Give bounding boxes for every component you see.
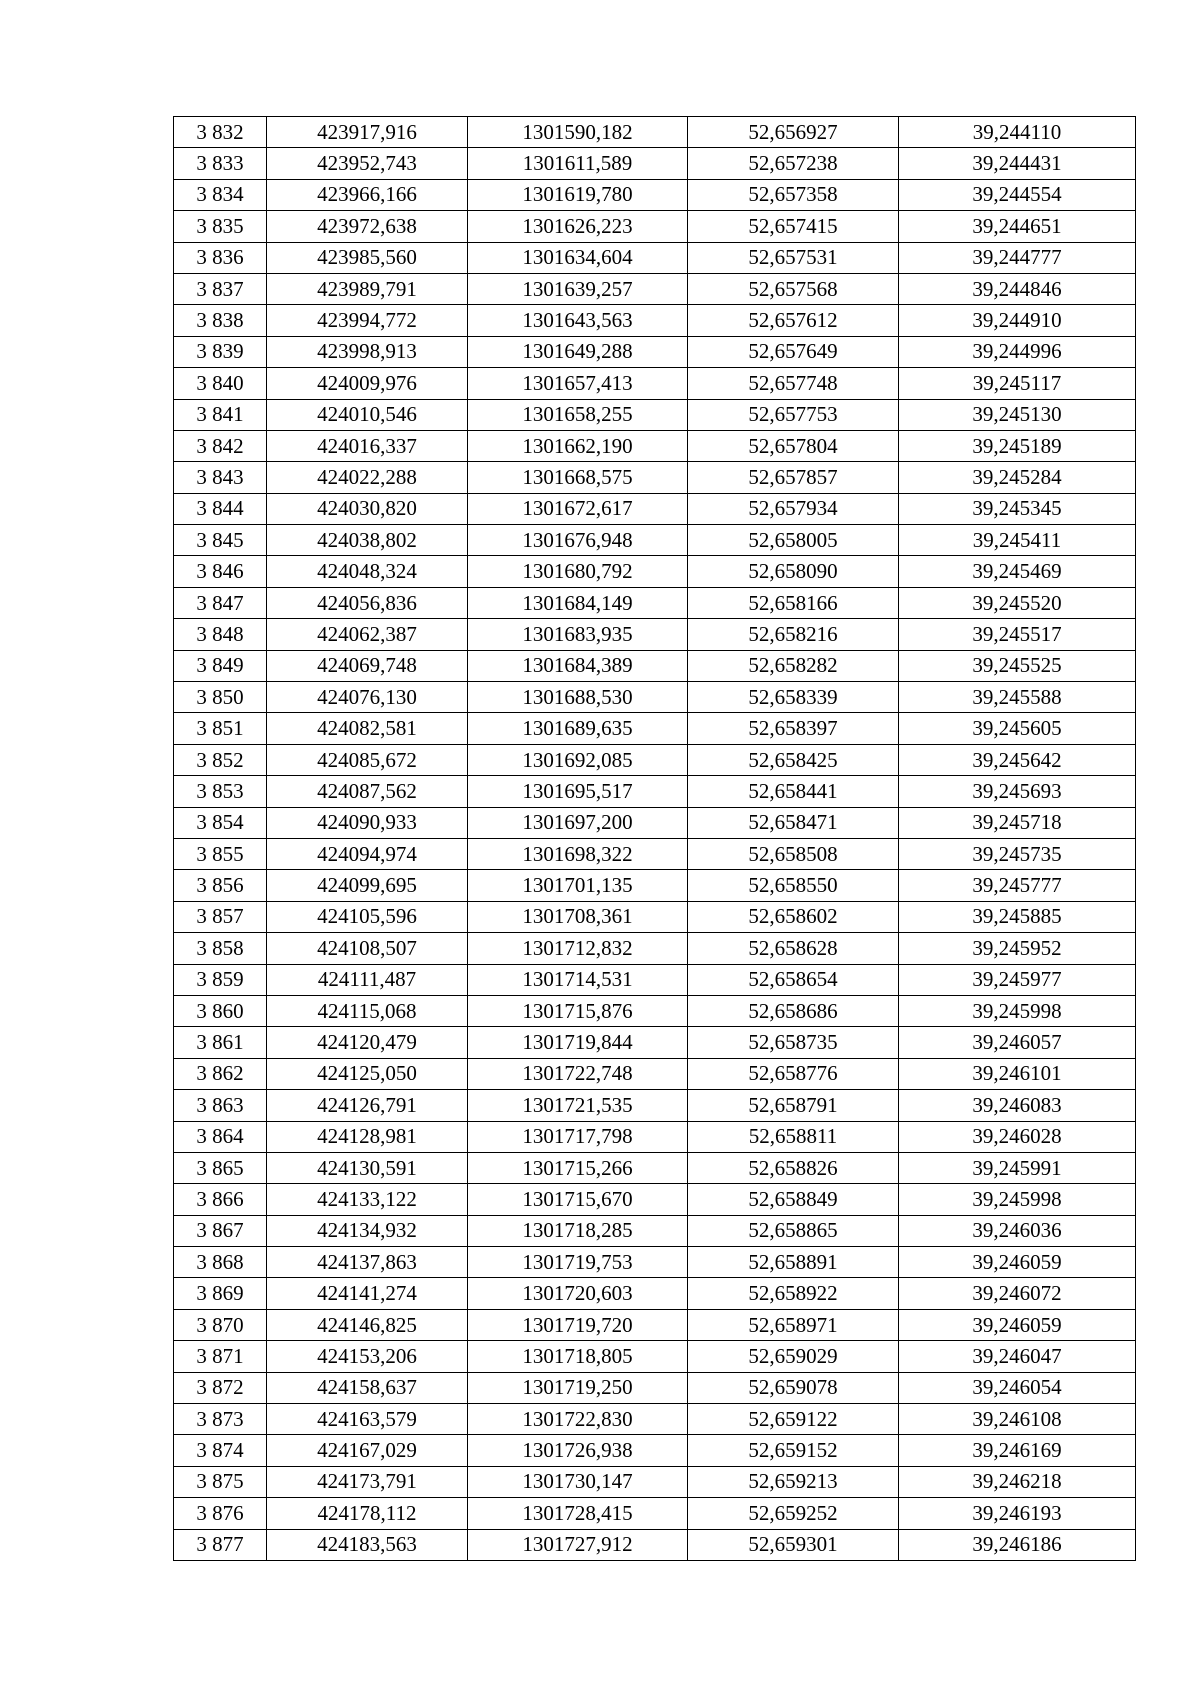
- longitude-cell: 39,245693: [899, 776, 1136, 807]
- table-row: [174, 1498, 1136, 1529]
- table-row: [174, 1372, 1136, 1403]
- latitude-cell: 52,659078: [688, 1372, 899, 1403]
- latitude-cell: 52,657415: [688, 211, 899, 242]
- point-number-cell: 3 873: [174, 1404, 267, 1435]
- coordinates-table-body: [174, 117, 1136, 1561]
- y-coordinate-cell: 1301717,798: [468, 1121, 688, 1152]
- point-number-cell: 3 832: [174, 117, 267, 148]
- longitude-cell: 39,245517: [899, 619, 1136, 650]
- x-coordinate-cell: 424173,791: [267, 1466, 468, 1497]
- point-number-cell: 3 859: [174, 964, 267, 995]
- table-row: [174, 525, 1136, 556]
- longitude-cell: 39,246072: [899, 1278, 1136, 1309]
- point-number-cell: 3 862: [174, 1058, 267, 1089]
- y-coordinate-cell: 1301676,948: [468, 525, 688, 556]
- latitude-cell: 52,659252: [688, 1498, 899, 1529]
- point-number-cell: 3 871: [174, 1341, 267, 1372]
- table-row: [174, 1529, 1136, 1560]
- latitude-cell: 52,658282: [688, 650, 899, 681]
- y-coordinate-cell: 1301715,266: [468, 1152, 688, 1183]
- point-number-cell: 3 860: [174, 995, 267, 1026]
- table-row: [174, 117, 1136, 148]
- y-coordinate-cell: 1301680,792: [468, 556, 688, 587]
- x-coordinate-cell: 424115,068: [267, 995, 468, 1026]
- x-coordinate-cell: 424090,933: [267, 807, 468, 838]
- latitude-cell: 52,659152: [688, 1435, 899, 1466]
- y-coordinate-cell: 1301662,190: [468, 430, 688, 461]
- x-coordinate-cell: 424178,112: [267, 1498, 468, 1529]
- x-coordinate-cell: 424085,672: [267, 744, 468, 775]
- y-coordinate-cell: 1301722,748: [468, 1058, 688, 1089]
- latitude-cell: 52,658735: [688, 1027, 899, 1058]
- point-number-cell: 3 836: [174, 242, 267, 273]
- latitude-cell: 52,658471: [688, 807, 899, 838]
- y-coordinate-cell: 1301590,182: [468, 117, 688, 148]
- longitude-cell: 39,244777: [899, 242, 1136, 273]
- table-row: [174, 1404, 1136, 1435]
- point-number-cell: 3 851: [174, 713, 267, 744]
- point-number-cell: 3 838: [174, 305, 267, 336]
- latitude-cell: 52,658891: [688, 1247, 899, 1278]
- longitude-cell: 39,245605: [899, 713, 1136, 744]
- x-coordinate-cell: 423989,791: [267, 273, 468, 304]
- point-number-cell: 3 840: [174, 368, 267, 399]
- longitude-cell: 39,246054: [899, 1372, 1136, 1403]
- longitude-cell: 39,245345: [899, 493, 1136, 524]
- y-coordinate-cell: 1301719,720: [468, 1309, 688, 1340]
- longitude-cell: 39,245735: [899, 838, 1136, 869]
- y-coordinate-cell: 1301722,830: [468, 1404, 688, 1435]
- x-coordinate-cell: 424163,579: [267, 1404, 468, 1435]
- point-number-cell: 3 872: [174, 1372, 267, 1403]
- latitude-cell: 52,658791: [688, 1090, 899, 1121]
- y-coordinate-cell: 1301701,135: [468, 870, 688, 901]
- x-coordinate-cell: 424146,825: [267, 1309, 468, 1340]
- x-coordinate-cell: 424134,932: [267, 1215, 468, 1246]
- latitude-cell: 52,657857: [688, 462, 899, 493]
- latitude-cell: 52,658397: [688, 713, 899, 744]
- x-coordinate-cell: 424069,748: [267, 650, 468, 681]
- y-coordinate-cell: 1301692,085: [468, 744, 688, 775]
- table-row: [174, 650, 1136, 681]
- table-row: [174, 933, 1136, 964]
- table-row: [174, 179, 1136, 210]
- point-number-cell: 3 870: [174, 1309, 267, 1340]
- table-row: [174, 1184, 1136, 1215]
- table-row: [174, 995, 1136, 1026]
- y-coordinate-cell: 1301688,530: [468, 682, 688, 713]
- point-number-cell: 3 847: [174, 587, 267, 618]
- x-coordinate-cell: 424030,820: [267, 493, 468, 524]
- x-coordinate-cell: 424125,050: [267, 1058, 468, 1089]
- point-number-cell: 3 865: [174, 1152, 267, 1183]
- table-row: [174, 430, 1136, 461]
- latitude-cell: 52,659301: [688, 1529, 899, 1560]
- longitude-cell: 39,246218: [899, 1466, 1136, 1497]
- table-row: [174, 1058, 1136, 1089]
- latitude-cell: 52,658005: [688, 525, 899, 556]
- y-coordinate-cell: 1301689,635: [468, 713, 688, 744]
- x-coordinate-cell: 424120,479: [267, 1027, 468, 1058]
- point-number-cell: 3 833: [174, 148, 267, 179]
- y-coordinate-cell: 1301718,285: [468, 1215, 688, 1246]
- table-row: [174, 1152, 1136, 1183]
- longitude-cell: 39,245991: [899, 1152, 1136, 1183]
- y-coordinate-cell: 1301684,389: [468, 650, 688, 681]
- longitude-cell: 39,245718: [899, 807, 1136, 838]
- x-coordinate-cell: 424022,288: [267, 462, 468, 493]
- longitude-cell: 39,244910: [899, 305, 1136, 336]
- table-row: [174, 211, 1136, 242]
- point-number-cell: 3 849: [174, 650, 267, 681]
- longitude-cell: 39,245284: [899, 462, 1136, 493]
- latitude-cell: 52,657753: [688, 399, 899, 430]
- longitude-cell: 39,246057: [899, 1027, 1136, 1058]
- x-coordinate-cell: 423966,166: [267, 179, 468, 210]
- table-row: [174, 901, 1136, 932]
- point-number-cell: 3 868: [174, 1247, 267, 1278]
- latitude-cell: 52,658654: [688, 964, 899, 995]
- table-row: [174, 462, 1136, 493]
- y-coordinate-cell: 1301720,603: [468, 1278, 688, 1309]
- y-coordinate-cell: 1301715,876: [468, 995, 688, 1026]
- y-coordinate-cell: 1301684,149: [468, 587, 688, 618]
- x-coordinate-cell: 424141,274: [267, 1278, 468, 1309]
- x-coordinate-cell: 423994,772: [267, 305, 468, 336]
- table-row: [174, 399, 1136, 430]
- longitude-cell: 39,244846: [899, 273, 1136, 304]
- point-number-cell: 3 864: [174, 1121, 267, 1152]
- longitude-cell: 39,246169: [899, 1435, 1136, 1466]
- x-coordinate-cell: 424111,487: [267, 964, 468, 995]
- longitude-cell: 39,246059: [899, 1247, 1136, 1278]
- x-coordinate-cell: 424038,802: [267, 525, 468, 556]
- y-coordinate-cell: 1301697,200: [468, 807, 688, 838]
- x-coordinate-cell: 424108,507: [267, 933, 468, 964]
- point-number-cell: 3 855: [174, 838, 267, 869]
- latitude-cell: 52,657238: [688, 148, 899, 179]
- latitude-cell: 52,658811: [688, 1121, 899, 1152]
- point-number-cell: 3 844: [174, 493, 267, 524]
- latitude-cell: 52,658166: [688, 587, 899, 618]
- longitude-cell: 39,246186: [899, 1529, 1136, 1560]
- longitude-cell: 39,246036: [899, 1215, 1136, 1246]
- point-number-cell: 3 834: [174, 179, 267, 210]
- longitude-cell: 39,244431: [899, 148, 1136, 179]
- y-coordinate-cell: 1301695,517: [468, 776, 688, 807]
- x-coordinate-cell: 424126,791: [267, 1090, 468, 1121]
- point-number-cell: 3 876: [174, 1498, 267, 1529]
- y-coordinate-cell: 1301719,844: [468, 1027, 688, 1058]
- table-row: [174, 776, 1136, 807]
- x-coordinate-cell: 424010,546: [267, 399, 468, 430]
- table-row: [174, 870, 1136, 901]
- x-coordinate-cell: 424153,206: [267, 1341, 468, 1372]
- latitude-cell: 52,658865: [688, 1215, 899, 1246]
- longitude-cell: 39,245885: [899, 901, 1136, 932]
- y-coordinate-cell: 1301634,604: [468, 242, 688, 273]
- x-coordinate-cell: 423917,916: [267, 117, 468, 148]
- point-number-cell: 3 863: [174, 1090, 267, 1121]
- longitude-cell: 39,246108: [899, 1404, 1136, 1435]
- point-number-cell: 3 850: [174, 682, 267, 713]
- table-row: [174, 368, 1136, 399]
- y-coordinate-cell: 1301657,413: [468, 368, 688, 399]
- latitude-cell: 52,657358: [688, 179, 899, 210]
- latitude-cell: 52,658628: [688, 933, 899, 964]
- latitude-cell: 52,658090: [688, 556, 899, 587]
- y-coordinate-cell: 1301649,288: [468, 336, 688, 367]
- x-coordinate-cell: 424056,836: [267, 587, 468, 618]
- coordinates-table: [173, 116, 1136, 1561]
- x-coordinate-cell: 424158,637: [267, 1372, 468, 1403]
- longitude-cell: 39,246028: [899, 1121, 1136, 1152]
- longitude-cell: 39,246059: [899, 1309, 1136, 1340]
- latitude-cell: 52,657804: [688, 430, 899, 461]
- table-row: [174, 242, 1136, 273]
- longitude-cell: 39,246083: [899, 1090, 1136, 1121]
- point-number-cell: 3 877: [174, 1529, 267, 1560]
- table-row: [174, 493, 1136, 524]
- x-coordinate-cell: 424105,596: [267, 901, 468, 932]
- y-coordinate-cell: 1301619,780: [468, 179, 688, 210]
- x-coordinate-cell: 424048,324: [267, 556, 468, 587]
- point-number-cell: 3 866: [174, 1184, 267, 1215]
- longitude-cell: 39,245189: [899, 430, 1136, 461]
- y-coordinate-cell: 1301712,832: [468, 933, 688, 964]
- point-number-cell: 3 874: [174, 1435, 267, 1466]
- latitude-cell: 52,659122: [688, 1404, 899, 1435]
- longitude-cell: 39,245411: [899, 525, 1136, 556]
- x-coordinate-cell: 424009,976: [267, 368, 468, 399]
- longitude-cell: 39,245998: [899, 995, 1136, 1026]
- longitude-cell: 39,244651: [899, 211, 1136, 242]
- table-row: [174, 1215, 1136, 1246]
- latitude-cell: 52,658508: [688, 838, 899, 869]
- table-row: [174, 1466, 1136, 1497]
- latitude-cell: 52,657649: [688, 336, 899, 367]
- longitude-cell: 39,245117: [899, 368, 1136, 399]
- latitude-cell: 52,658849: [688, 1184, 899, 1215]
- x-coordinate-cell: 424183,563: [267, 1529, 468, 1560]
- point-number-cell: 3 852: [174, 744, 267, 775]
- x-coordinate-cell: 424128,981: [267, 1121, 468, 1152]
- y-coordinate-cell: 1301721,535: [468, 1090, 688, 1121]
- table-row: [174, 1121, 1136, 1152]
- y-coordinate-cell: 1301719,753: [468, 1247, 688, 1278]
- point-number-cell: 3 842: [174, 430, 267, 461]
- longitude-cell: 39,245998: [899, 1184, 1136, 1215]
- table-row: [174, 336, 1136, 367]
- y-coordinate-cell: 1301715,670: [468, 1184, 688, 1215]
- longitude-cell: 39,246193: [899, 1498, 1136, 1529]
- latitude-cell: 52,658339: [688, 682, 899, 713]
- table-row: [174, 148, 1136, 179]
- table-row: [174, 556, 1136, 587]
- table-row: [174, 587, 1136, 618]
- table-row: [174, 1090, 1136, 1121]
- x-coordinate-cell: 424087,562: [267, 776, 468, 807]
- latitude-cell: 52,658425: [688, 744, 899, 775]
- x-coordinate-cell: 424062,387: [267, 619, 468, 650]
- latitude-cell: 52,657531: [688, 242, 899, 273]
- table-row: [174, 964, 1136, 995]
- table-row: [174, 1309, 1136, 1340]
- point-number-cell: 3 869: [174, 1278, 267, 1309]
- y-coordinate-cell: 1301726,938: [468, 1435, 688, 1466]
- point-number-cell: 3 843: [174, 462, 267, 493]
- table-row: [174, 1435, 1136, 1466]
- y-coordinate-cell: 1301611,589: [468, 148, 688, 179]
- x-coordinate-cell: 423952,743: [267, 148, 468, 179]
- y-coordinate-cell: 1301668,575: [468, 462, 688, 493]
- point-number-cell: 3 841: [174, 399, 267, 430]
- latitude-cell: 52,656927: [688, 117, 899, 148]
- point-number-cell: 3 845: [174, 525, 267, 556]
- latitude-cell: 52,658776: [688, 1058, 899, 1089]
- longitude-cell: 39,245588: [899, 682, 1136, 713]
- table-row: [174, 744, 1136, 775]
- point-number-cell: 3 857: [174, 901, 267, 932]
- table-row: [174, 807, 1136, 838]
- latitude-cell: 52,658922: [688, 1278, 899, 1309]
- latitude-cell: 52,658971: [688, 1309, 899, 1340]
- x-coordinate-cell: 424099,695: [267, 870, 468, 901]
- x-coordinate-cell: 423972,638: [267, 211, 468, 242]
- latitude-cell: 52,657612: [688, 305, 899, 336]
- x-coordinate-cell: 424167,029: [267, 1435, 468, 1466]
- point-number-cell: 3 837: [174, 273, 267, 304]
- table-row: [174, 1247, 1136, 1278]
- table-row: [174, 305, 1136, 336]
- x-coordinate-cell: 424094,974: [267, 838, 468, 869]
- y-coordinate-cell: 1301643,563: [468, 305, 688, 336]
- x-coordinate-cell: 424076,130: [267, 682, 468, 713]
- x-coordinate-cell: 423985,560: [267, 242, 468, 273]
- y-coordinate-cell: 1301718,805: [468, 1341, 688, 1372]
- table-row: [174, 1341, 1136, 1372]
- longitude-cell: 39,245977: [899, 964, 1136, 995]
- table-row: [174, 713, 1136, 744]
- point-number-cell: 3 875: [174, 1466, 267, 1497]
- point-number-cell: 3 858: [174, 933, 267, 964]
- latitude-cell: 52,658441: [688, 776, 899, 807]
- point-number-cell: 3 848: [174, 619, 267, 650]
- latitude-cell: 52,658550: [688, 870, 899, 901]
- longitude-cell: 39,245130: [899, 399, 1136, 430]
- y-coordinate-cell: 1301639,257: [468, 273, 688, 304]
- latitude-cell: 52,658686: [688, 995, 899, 1026]
- table-row: [174, 1278, 1136, 1309]
- latitude-cell: 52,659213: [688, 1466, 899, 1497]
- longitude-cell: 39,244996: [899, 336, 1136, 367]
- y-coordinate-cell: 1301728,415: [468, 1498, 688, 1529]
- latitude-cell: 52,659029: [688, 1341, 899, 1372]
- longitude-cell: 39,244554: [899, 179, 1136, 210]
- y-coordinate-cell: 1301714,531: [468, 964, 688, 995]
- y-coordinate-cell: 1301658,255: [468, 399, 688, 430]
- y-coordinate-cell: 1301683,935: [468, 619, 688, 650]
- latitude-cell: 52,657748: [688, 368, 899, 399]
- point-number-cell: 3 835: [174, 211, 267, 242]
- x-coordinate-cell: 424137,863: [267, 1247, 468, 1278]
- longitude-cell: 39,245777: [899, 870, 1136, 901]
- latitude-cell: 52,658216: [688, 619, 899, 650]
- longitude-cell: 39,244110: [899, 117, 1136, 148]
- point-number-cell: 3 839: [174, 336, 267, 367]
- x-coordinate-cell: 423998,913: [267, 336, 468, 367]
- longitude-cell: 39,246101: [899, 1058, 1136, 1089]
- table-row: [174, 1027, 1136, 1058]
- point-number-cell: 3 853: [174, 776, 267, 807]
- latitude-cell: 52,657568: [688, 273, 899, 304]
- table-row: [174, 273, 1136, 304]
- point-number-cell: 3 854: [174, 807, 267, 838]
- y-coordinate-cell: 1301698,322: [468, 838, 688, 869]
- x-coordinate-cell: 424016,337: [267, 430, 468, 461]
- y-coordinate-cell: 1301727,912: [468, 1529, 688, 1560]
- longitude-cell: 39,245952: [899, 933, 1136, 964]
- latitude-cell: 52,657934: [688, 493, 899, 524]
- point-number-cell: 3 867: [174, 1215, 267, 1246]
- x-coordinate-cell: 424082,581: [267, 713, 468, 744]
- table-row: [174, 838, 1136, 869]
- y-coordinate-cell: 1301708,361: [468, 901, 688, 932]
- longitude-cell: 39,245520: [899, 587, 1136, 618]
- latitude-cell: 52,658602: [688, 901, 899, 932]
- latitude-cell: 52,658826: [688, 1152, 899, 1183]
- y-coordinate-cell: 1301730,147: [468, 1466, 688, 1497]
- longitude-cell: 39,245469: [899, 556, 1136, 587]
- y-coordinate-cell: 1301672,617: [468, 493, 688, 524]
- point-number-cell: 3 861: [174, 1027, 267, 1058]
- y-coordinate-cell: 1301626,223: [468, 211, 688, 242]
- table-row: [174, 619, 1136, 650]
- longitude-cell: 39,245642: [899, 744, 1136, 775]
- point-number-cell: 3 856: [174, 870, 267, 901]
- point-number-cell: 3 846: [174, 556, 267, 587]
- longitude-cell: 39,245525: [899, 650, 1136, 681]
- y-coordinate-cell: 1301719,250: [468, 1372, 688, 1403]
- table-row: [174, 682, 1136, 713]
- x-coordinate-cell: 424130,591: [267, 1152, 468, 1183]
- x-coordinate-cell: 424133,122: [267, 1184, 468, 1215]
- longitude-cell: 39,246047: [899, 1341, 1136, 1372]
